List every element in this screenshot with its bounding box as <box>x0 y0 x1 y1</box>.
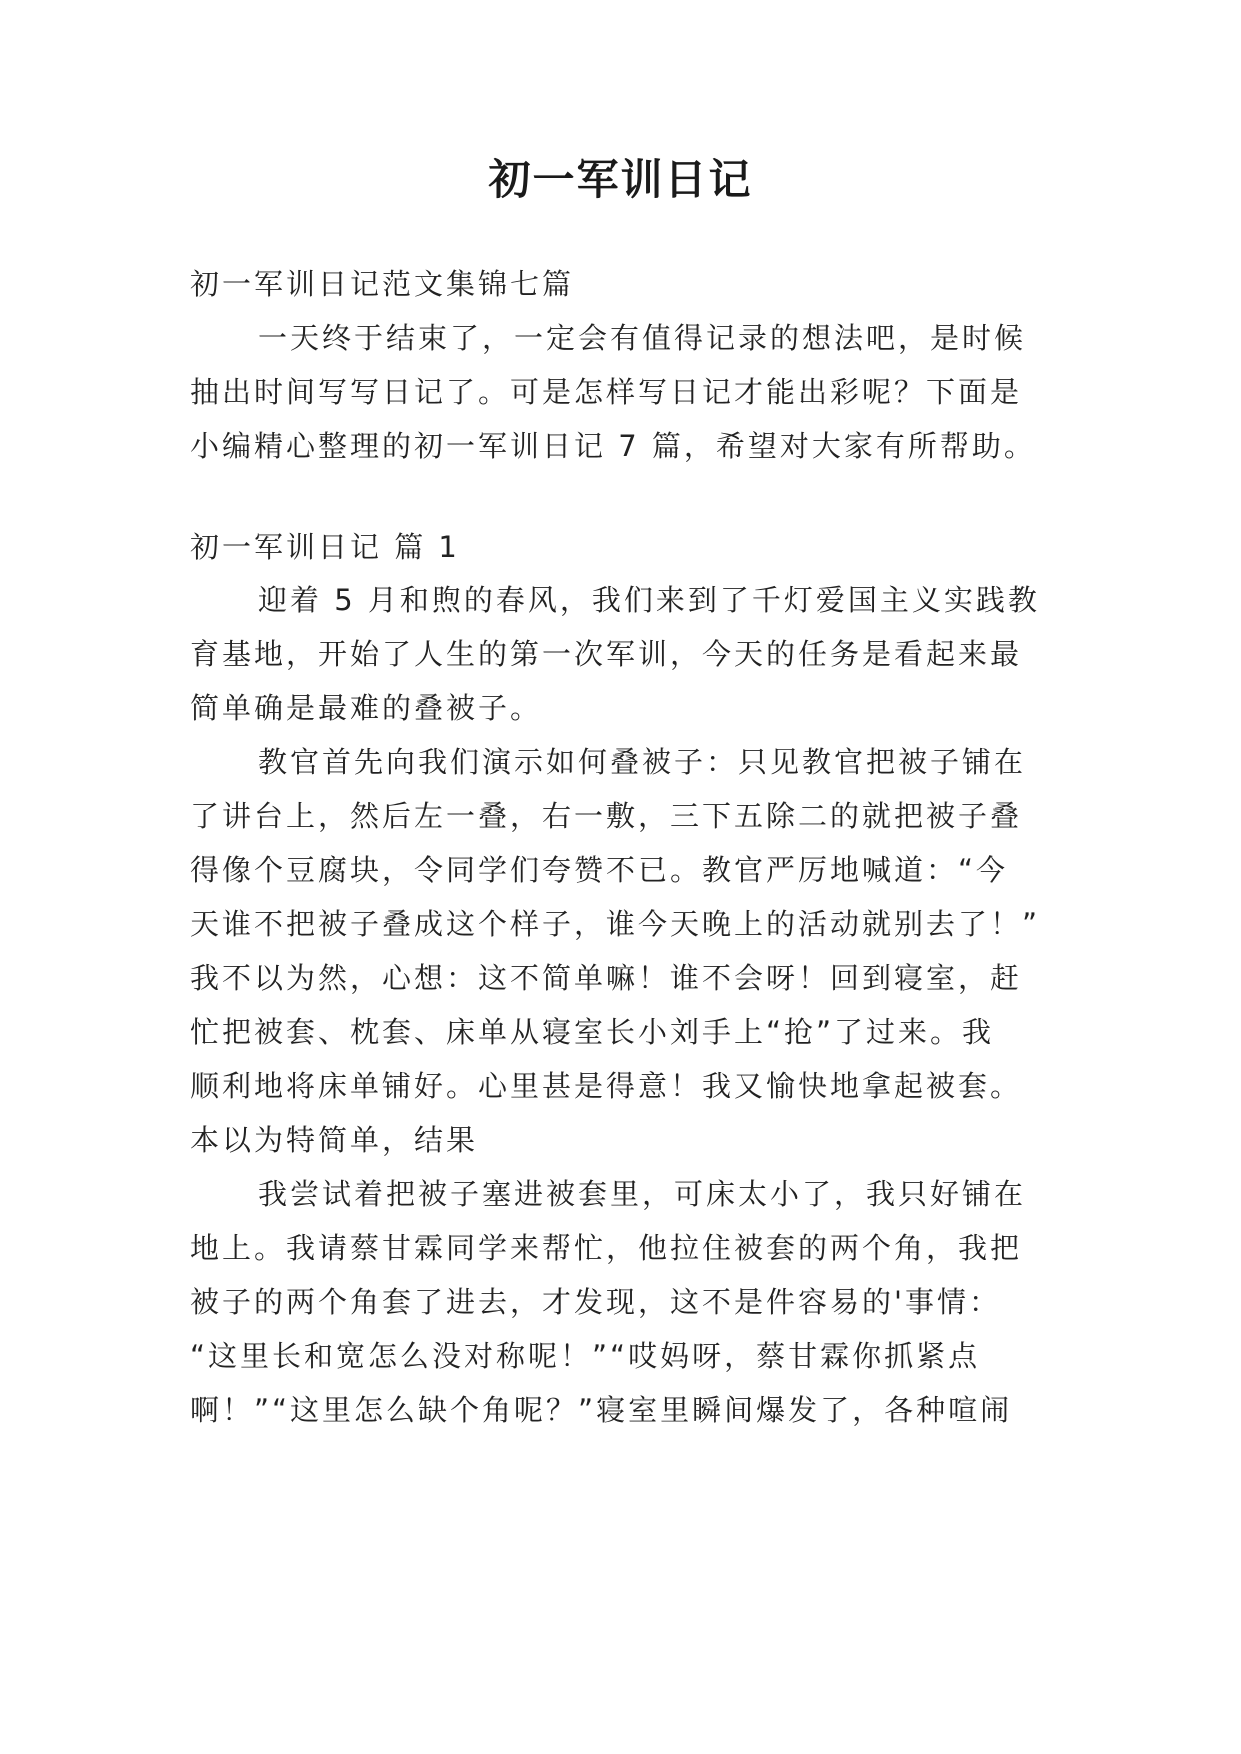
intro-line-1: 一天终于结束了，一定会有值得记录的想法吧，是时候 <box>258 321 1027 355</box>
section-heading: 初一军训日记 篇 1 <box>190 530 460 564</box>
document-subtitle: 初一军训日记范文集锦七篇 <box>190 267 575 301</box>
para1-line-3: 简单确是最难的叠被子。 <box>190 691 543 725</box>
para2-line-5: 我不以为然，心想：这不简单嘛！谁不会呀！回到寝室，赶 <box>190 961 1023 995</box>
intro-line-3: 小编精心整理的初一军训日记 7 篇，希望对大家有所帮助。 <box>190 429 1036 463</box>
para1-line-2: 育基地，开始了人生的第一次军训，今天的任务是看起来最 <box>190 637 1023 671</box>
para2-line-7: 顺利地将床单铺好。心里甚是得意！我又愉快地拿起被套。 <box>190 1069 1023 1103</box>
para3-line-1: 我尝试着把被子塞进被套里，可床太小了，我只好铺在 <box>258 1177 1027 1211</box>
para3-line-5: 啊！”“这里怎么缺个角呢？”寝室里瞬间爆发了，各种喧闹 <box>190 1393 1013 1427</box>
para2-line-2: 了讲台上，然后左一叠，右一敷，三下五除二的就把被子叠 <box>190 799 1023 833</box>
intro-line-2: 抽出时间写写日记了。可是怎样写日记才能出彩呢？下面是 <box>190 375 1023 409</box>
document-title: 初一军训日记 <box>488 155 753 204</box>
para3-line-3: 被子的两个角套了进去，才发现，这不是件容易的'事情： <box>190 1285 1001 1319</box>
para2-line-6: 忙把被套、枕套、床单从寝室长小刘手上“抢”了过来。我 <box>190 1015 995 1049</box>
para1-line-1: 迎着 5 月和煦的春风，我们来到了千灯爱国主义实践教 <box>258 583 1040 617</box>
para2-line-3: 得像个豆腐块，令同学们夸赞不已。教官严厉地喊道：“今 <box>190 853 1009 887</box>
para3-line-4: “这里长和宽怎么没对称呢！”“哎妈呀，蔡甘霖你抓紧点 <box>190 1339 981 1373</box>
para2-line-4: 天谁不把被子叠成这个样子，谁今天晚上的活动就别去了！” <box>190 907 1041 941</box>
para2-line-8: 本以为特简单，结果 <box>190 1123 479 1157</box>
para2-line-1: 教官首先向我们演示如何叠被子：只见教官把被子铺在 <box>258 745 1027 779</box>
para3-line-2: 地上。我请蔡甘霖同学来帮忙，他拉住被套的两个角，我把 <box>190 1231 1023 1265</box>
